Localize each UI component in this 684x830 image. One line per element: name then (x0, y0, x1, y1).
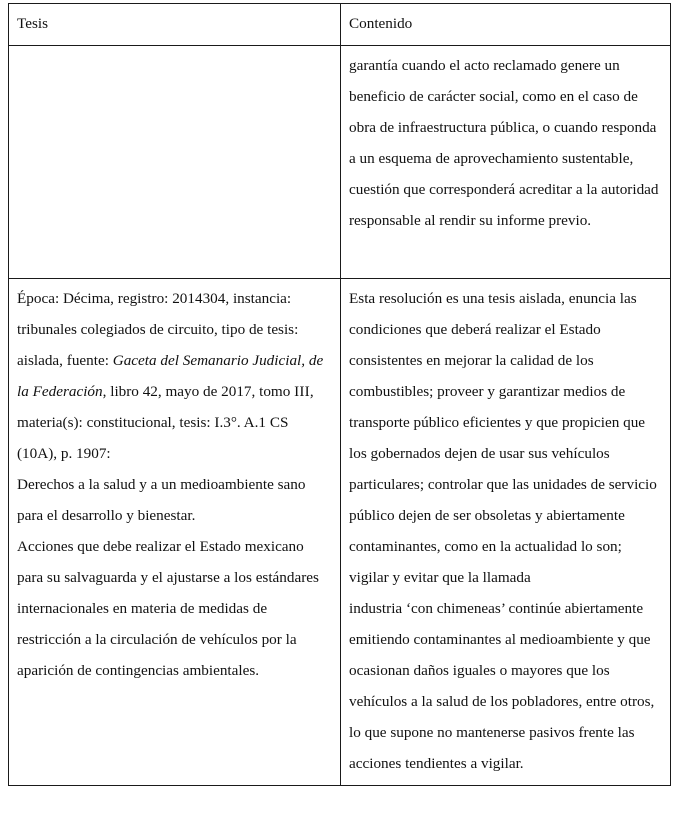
cell-contenido-continuation (341, 46, 671, 279)
citation-source-italic: Gaceta del Semanario Judicial, de la Federación (17, 352, 324, 400)
table-header-row (9, 4, 671, 46)
thesis-title: Derechos a la salud y a un medioambiente sano para el desarrollo y bienestar. (17, 476, 306, 524)
cell-tesis-empty (9, 46, 341, 279)
thesis-content-table (8, 3, 671, 786)
contenido-paragraph: Esta resolución es una tesis aislada, enuncia las condiciones que deberá realizar el Estado consistentes en mejorar la calidad de los combustibles; proveer y garantizar medios de transporte público eficientes y que propicien que los gobernados dejen de usar sus vehículos particulares; controlar que las unidades de servicio público dejen de ser obsoletas y abiertamente contaminantes, como en la actualidad lo son; vigilar y evitar que la llamada (349, 290, 657, 586)
column-header-tesis: Tesis (9, 4, 341, 46)
contenido-paragraph: garantía cuando el acto reclamado genere un beneficio de carácter social, como en el caso de obra de infraestructura pública, o cuando responda a un esquema de aprovechamiento sustentable, cuestión que corresponderá acreditar a la autoridad responsable al rendir su informe previo. (349, 57, 659, 229)
cell-tesis-citation (9, 279, 341, 786)
thesis-citation (17, 283, 332, 469)
contenido-paragraph: industria ‘con chimeneas’ continúe abiertamente emitiendo contaminantes al medioambiente y que ocasionan daños iguales o mayores que los vehículos a la salud de los pobladores, entre otros, lo que supone no mantenerse pasivos frente las acciones tendientes a vigilar. (349, 600, 655, 772)
table-row (9, 279, 671, 786)
citation-tomo-numeral: III (294, 383, 310, 400)
table-row (9, 46, 671, 279)
table-body (9, 46, 671, 786)
citation-suffix: , materia(s): constitucional, tesis: I.3°. A.1 CS (10A), p. 1907: (17, 383, 314, 462)
cell-contenido-description (341, 279, 671, 786)
column-header-contenido: Contenido (341, 4, 671, 46)
citation-prefix: Época: Décima, registro: 2014304, instancia: tribunales colegiados de circuito, tipo de tesis: aislada, fuente: (17, 290, 299, 369)
citation-middle: , libro 42, mayo de 2017, tomo (102, 383, 295, 400)
table-header (9, 4, 671, 46)
thesis-body: Acciones que debe realizar el Estado mexicano para su salvaguarda y el ajustarse a los estándares internacionales en materia de medidas de restricción a la circulación de vehículos por la aparición de contingencias ambientales. (17, 538, 319, 679)
